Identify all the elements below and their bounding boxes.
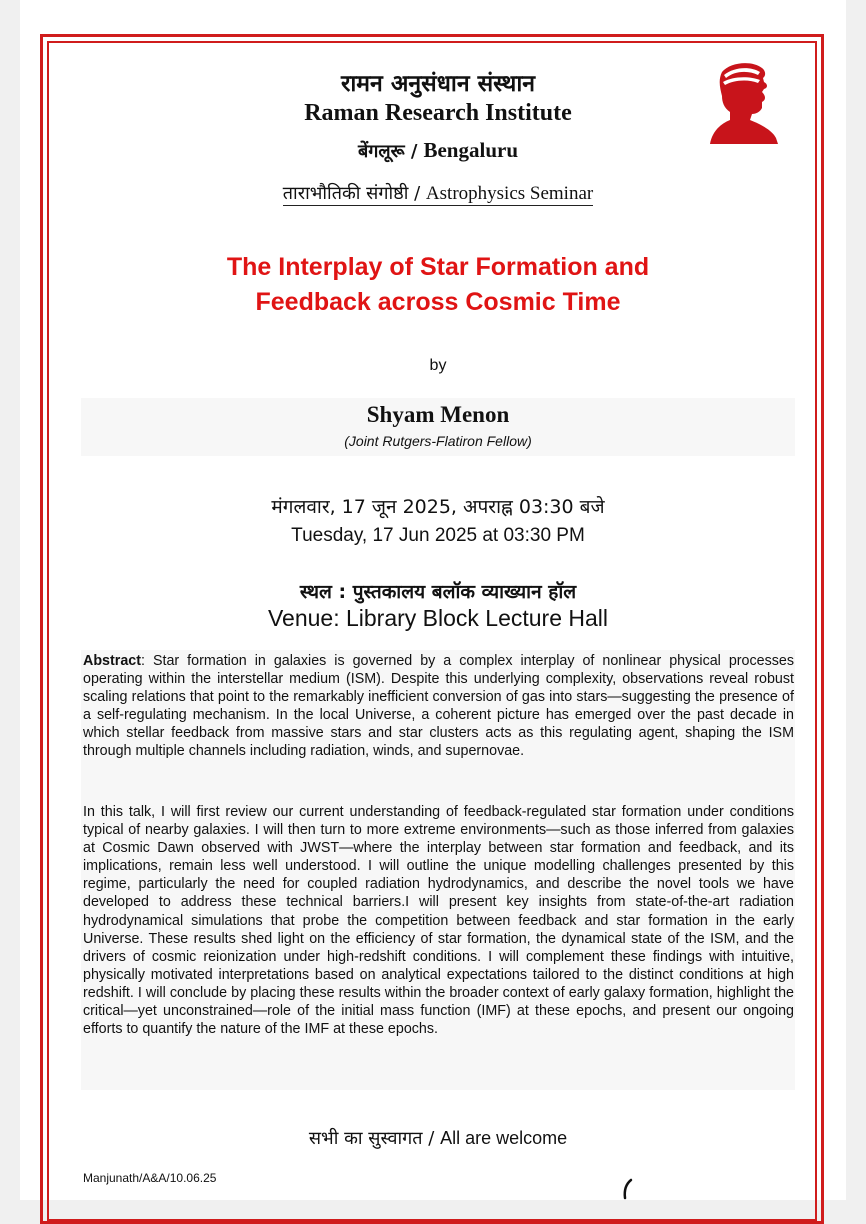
city-english: Bengaluru: [423, 138, 519, 162]
date-english: Tuesday, 17 Jun 2025 at 03:30 PM: [291, 525, 585, 546]
venue-english: Venue: Library Block Lecture Hall: [267, 605, 609, 631]
speaker-name: Shyam Menon: [366, 402, 510, 427]
talk-title-line1: The Interplay of Star Formation and: [226, 253, 650, 281]
date-hindi: मंगलवार, 17 जून 2025, अपराह्न 03:30 बजे: [271, 496, 605, 518]
by-label: by: [429, 357, 447, 374]
welcome-line: [80, 1126, 796, 1150]
talk-title: [80, 250, 796, 320]
speaker-affiliation: (Joint Rutgers-Flatiron Fellow): [344, 433, 532, 449]
city-hindi: बेंगलूरू /: [357, 141, 418, 162]
seminar-english: Astrophysics Seminar: [425, 183, 594, 204]
city-line: [80, 138, 796, 163]
abstract-text-1: : Star formation in galaxies is governed by a complex interplay of nonlinear physical processes operating within the interstellar medium (ISM). Despite this underlying complexity, observations reveal robust scaling relations that point to the remarkably inefficient conversion of gas into stars—suggesting the presence of a self-regulating mechanism. In the local Universe, a coherent picture has emerged over the past decade in which stellar feedback from massive stars and star clusters acts as this regulating agent, shaping the ISM through multiple channels including radiation, winds, and supernovae.: [83, 653, 794, 760]
welcome-hindi: सभी का सुस्वागत /: [308, 1128, 435, 1149]
institute-name-hindi: रामन अनुसंधान संस्थान: [340, 71, 536, 97]
talk-title-line2: Feedback across Cosmic Time: [255, 288, 621, 316]
abstract-label: Abstract: [83, 653, 141, 669]
seminar-hindi: ताराभौतिकी संगोष्ठी /: [282, 183, 421, 204]
footer-reference: Manjunath/A&A/10.06.25: [83, 1171, 217, 1185]
abstract-paragraph-2: In this talk, I will first review our current understanding of feedback-regulated star formation under conditions typical of nearby galaxies. I will then turn to more extreme environments—such as those inferred from galaxies at Cosmic Dawn observed with JWST—where the interplay between star formation and feedback, and its implications, remain less well understood. I will outline the unique modelling challenges presented by this regime, particularly the need for coupled radiation hydrodynamics, and describe the novel tools we have developed to address these technical barriers.I will present key insights from state-of-the-art radiation hydrodynamical simulations that probe the competition between feedback and star formation in the early Universe. These results shed light on the efficiency of star formation, the dynamical state of the ISM, and the drivers of cosmic reionization under high-redshift conditions. I will complement these findings with intuitive, physically motivated interpretations based on analytical expectations tailored to the distinct conditions at high redshift. I will conclude by placing these results within the broader context of early galaxy formation, highlight the critical—yet unconstrained—role of the initial mass function (IMF) at these epochs, and present our ongoing efforts to quantify the nature of the IMF at these epochs.: [83, 804, 794, 1038]
venue-hindi: स्थल : पुस्तकालय बलॉक व्याख्यान हॉल: [299, 581, 577, 603]
abstract-paragraph-1: [83, 652, 794, 761]
seminar-underline: [283, 183, 593, 206]
seminar-type: [80, 181, 796, 205]
pen-mark-icon: [620, 1178, 634, 1200]
welcome-english: All are welcome: [440, 1128, 568, 1148]
institute-name: Raman Research Institute: [304, 100, 572, 126]
